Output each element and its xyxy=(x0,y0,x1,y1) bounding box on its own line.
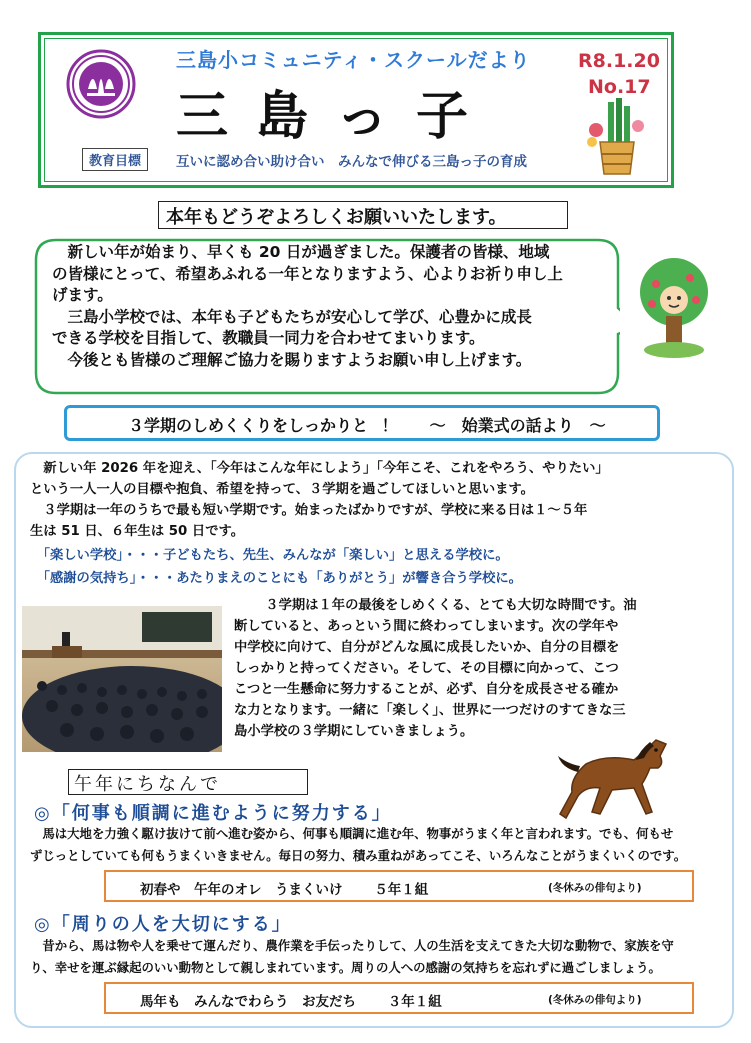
assembly-photo-icon xyxy=(22,606,222,752)
photo-side-line: しっかりと持ってください。そして、その目標に向かって、こつ xyxy=(234,661,619,676)
greeting-body xyxy=(52,242,612,371)
photo-side-line: な力となります。一緒に「楽しく」、世界に一つだけのすてきな三 xyxy=(234,703,626,718)
greeting-line: げます。 xyxy=(52,286,113,304)
motto-fun-school: 「楽しい学校」・・・子どもたち、先生、みんなが「楽しい」と思える学校に。 xyxy=(30,548,509,563)
greeting-heading: 本年もどうぞよろしくお願いいたします。 xyxy=(166,207,507,228)
item1-line: ずじっとしていても何もうまくいきません。毎日の努力、積み重ねがあってこそ、いろんなことがうまくいくのです。 xyxy=(30,848,687,863)
motto-gratitude: 「感謝の気持ち」・・・あたりまえのことにも「ありがとう」が響き合う学校に。 xyxy=(30,571,522,586)
haiku-2: 馬年も みんなでわらう お友だち ３年１組 xyxy=(140,994,442,1010)
school-crest-icon xyxy=(66,49,136,119)
greeting-line: できる学校を目指して、教職員一同力を合わせてまいります。 xyxy=(52,329,485,347)
tree-character-icon xyxy=(636,256,712,362)
greeting-line: の皆様にとって、希望あふれる一年となりますよう、心よりお祈り申し上 xyxy=(52,264,563,283)
paragraph-line: という一人一人の目標や抱負、希望を持って、３学期を過ごしてほしいと思います。 xyxy=(30,482,534,497)
greeting-line: 三島小学校では、本年も子どもたちが安心して学び、心豊かに成長 xyxy=(52,307,532,326)
photo-side-line: こつと一生懸命に努力することが、必ず、自分を成長させる確か xyxy=(234,682,619,697)
horse-icon xyxy=(556,734,672,822)
kadomatsu-icon xyxy=(582,96,652,178)
newsletter-title: 三島っ子 xyxy=(176,86,497,147)
education-goal-text: 互いに認め合い助け合い みんなで伸びる三島っ子の育成 xyxy=(176,154,527,170)
photo-side-line: 断していると、あっという間に終わってしまいます。次の学年や xyxy=(234,619,619,634)
photo-side-line: 中学校に向けて、自分がどんな風に成長したいか、自分の目標を xyxy=(234,640,620,655)
item1-heading: ◎「何事も順調に進むように努力する」 xyxy=(34,803,392,824)
greeting-line: 新しい年が始まり、早くも 20 日が過ぎました。保護者の皆様、地域 xyxy=(52,243,550,261)
section-banner-text: ３学期のしめくくりをしっかりと ！ ～ 始業式の話より ～ xyxy=(128,416,606,435)
paragraph-line: 生は 51 日、６年生は 50 日です。 xyxy=(30,524,245,539)
greeting-line: 今後とも皆様のご理解ご協力を賜りますようお願い申し上げます。 xyxy=(52,350,532,369)
haiku-2-source: (冬休みの俳句より) xyxy=(548,994,642,1006)
zodiac-title: 午年にちなんで xyxy=(74,774,221,795)
issue-number: No.17 xyxy=(588,76,651,98)
item2-line: り、幸せを運ぶ縁起のいい動物として親しまれています。周りの人への感謝の気持ちを忘れずに過ごしましょう。 xyxy=(30,960,661,975)
education-goal-label: 教育目標 xyxy=(82,148,148,171)
issue-date: R8.1.20 xyxy=(578,50,660,72)
item1-line: 馬は大地を力強く駆け抜けて前へ進む姿から、何事も順調に進む年、物事がうまく年と言われます。でも、何もせ xyxy=(30,826,674,841)
newsletter-subtitle: 三島小コミュニティ・スクールだより xyxy=(176,48,531,72)
paragraph-line: 新しい年 2026 年を迎え、「今年はこんな年にしよう」「今年こそ、これをやろう、やりたい」 xyxy=(30,461,609,476)
photo-side-line: 島小学校の３学期にしていきましょう。 xyxy=(234,724,474,739)
haiku-1: 初春や 午年のオレ うまくいけ ５年１組 xyxy=(140,882,429,898)
item2-line: 昔から、馬は物や人を乗せて運んだり、農作業を手伝ったりして、人の生活を支えてきた大切な動物で、家族を守 xyxy=(30,938,674,953)
item2-heading: ◎「周りの人を大切にする」 xyxy=(34,914,292,935)
paragraph-line: ３学期は一年のうちで最も短い学期です。始まったばかりですが、学校に来る日は１～５年 xyxy=(30,503,588,518)
haiku-1-source: (冬休みの俳句より) xyxy=(548,882,642,894)
photo-side-line: ３学期は１年の最後をしめくくる、とても大切な時間です。油 xyxy=(252,598,637,613)
